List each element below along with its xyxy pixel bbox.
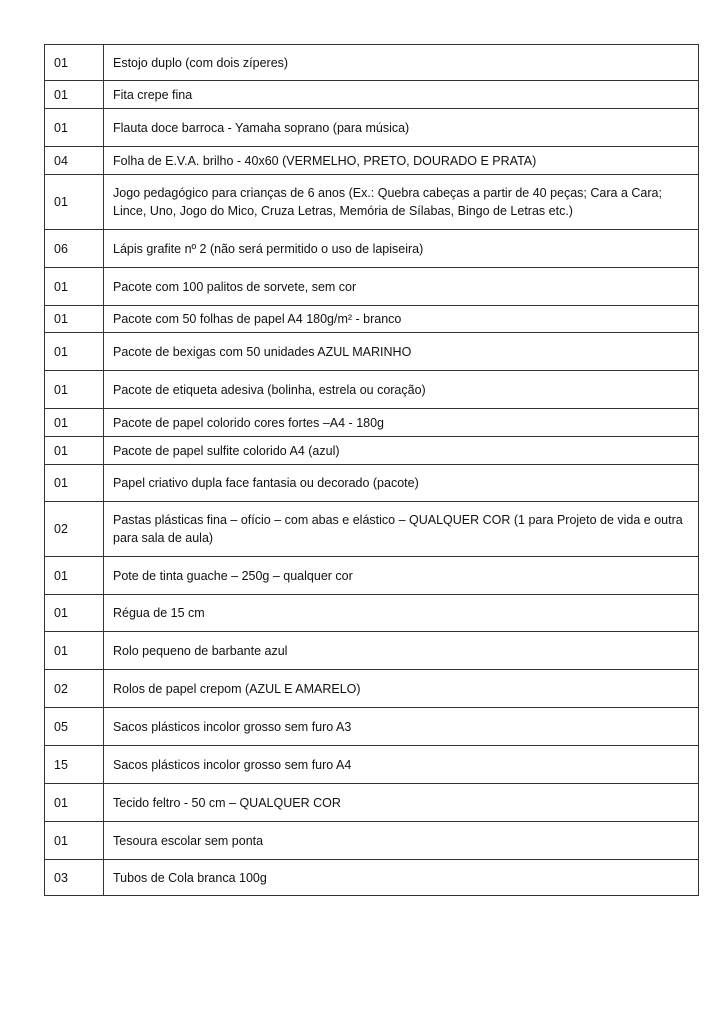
item-description-cell: Pacote com 100 palitos de sorvete, sem cor [113, 279, 357, 294]
table-row [45, 708, 698, 746]
table-row [45, 371, 698, 409]
table-row [45, 670, 698, 708]
table-row [45, 595, 698, 632]
quantity-cell: 01 [45, 437, 104, 464]
table-row [45, 268, 698, 306]
table-row [45, 557, 698, 595]
quantity-cell: 01 [45, 175, 104, 229]
item-description-cell: Sacos plásticos incolor grosso sem furo A3 [113, 719, 352, 734]
item-description-cell: Régua de 15 cm [113, 606, 205, 620]
quantity-cell: 01 [45, 784, 104, 821]
item-description-cell: Pacote de etiqueta adesiva (bolinha, estrela ou coração) [113, 382, 426, 397]
quantity-cell: 01 [45, 306, 104, 332]
item-description-cell: Tecido feltro - 50 cm – QUALQUER COR [113, 795, 341, 810]
item-description-cell: Lápis grafite nº 2 (não será permitido o uso de lapiseira) [113, 241, 424, 256]
item-description-cell: Pacote com 50 folhas de papel A4 180g/m² - branco [113, 312, 402, 326]
item-description-cell: Rolos de papel crepom (AZUL E AMARELO) [113, 681, 361, 696]
table-row [45, 860, 698, 896]
item-description-cell: Fita crepe fina [113, 87, 193, 102]
table-row [45, 45, 698, 81]
item-description-cell: Papel criativo dupla face fantasia ou decorado (pacote) [113, 476, 419, 490]
quantity-cell: 15 [45, 746, 104, 783]
table-row [45, 147, 698, 175]
quantity-cell: 01 [45, 45, 104, 80]
quantity-cell: 01 [45, 595, 104, 631]
table-row [45, 822, 698, 860]
quantity-cell: 01 [45, 465, 104, 501]
item-description-cell: Tesoura escolar sem ponta [113, 833, 264, 848]
table-row [45, 109, 698, 147]
table-row [45, 746, 698, 784]
quantity-cell: 02 [45, 670, 104, 707]
quantity-cell: 03 [45, 860, 104, 895]
item-description-cell: Tubos de Cola branca 100g [113, 870, 267, 885]
item-description-cell: Estojo duplo (com dois zíperes) [113, 55, 289, 70]
item-description-cell: Rolo pequeno de barbante azul [113, 643, 288, 658]
quantity-cell: 01 [45, 557, 104, 594]
table-row [45, 437, 698, 465]
supply-list-table [44, 44, 699, 896]
quantity-cell: 01 [45, 822, 104, 859]
item-description-cell: Pote de tinta guache – 250g – qualquer cor [113, 568, 353, 583]
quantity-cell: 06 [45, 230, 104, 267]
item-description-cell: Pacote de bexigas com 50 unidades AZUL MARINHO [113, 344, 412, 359]
item-description-cell: Folha de E.V.A. brilho - 40x60 (VERMELHO, PRETO, DOURADO E PRATA) [113, 153, 537, 168]
table-row [45, 465, 698, 502]
quantity-cell: 01 [45, 371, 104, 408]
table-row [45, 306, 698, 333]
item-description-cell: Sacos plásticos incolor grosso sem furo A4 [113, 757, 352, 772]
table-row [45, 230, 698, 268]
item-description-cell: Jogo pedagógico para crianças de 6 anos (Ex.: Quebra cabeças a partir de 40 peças; Cara a Cara; Lince, Uno, Jogo do Mico, Cruza Letras, Memória de Sílabas, Bingo de Letras etc.) [113, 186, 662, 218]
item-description-cell: Pacote de papel sulfite colorido A4 (azul) [113, 443, 340, 458]
quantity-cell: 01 [45, 81, 104, 108]
item-description-cell: Pacote de papel colorido cores fortes –A4 - 180g [113, 415, 385, 430]
quantity-cell: 04 [45, 147, 104, 174]
table-row [45, 333, 698, 371]
quantity-cell: 01 [45, 333, 104, 370]
quantity-cell: 01 [45, 409, 104, 436]
quantity-cell: 02 [45, 502, 104, 556]
table-row [45, 502, 698, 557]
quantity-cell: 01 [45, 109, 104, 146]
table-row [45, 175, 698, 230]
item-description-cell: Pastas plásticas fina – ofício – com abas e elástico – QUALQUER COR (1 para Projeto de vida e outra para sala de aula) [113, 513, 683, 545]
quantity-cell: 01 [45, 632, 104, 669]
table-row [45, 81, 698, 109]
table-row [45, 784, 698, 822]
quantity-cell: 05 [45, 708, 104, 745]
table-row [45, 409, 698, 437]
table-row [45, 632, 698, 670]
quantity-cell: 01 [45, 268, 104, 305]
item-description-cell: Flauta doce barroca - Yamaha soprano (para música) [113, 120, 410, 135]
